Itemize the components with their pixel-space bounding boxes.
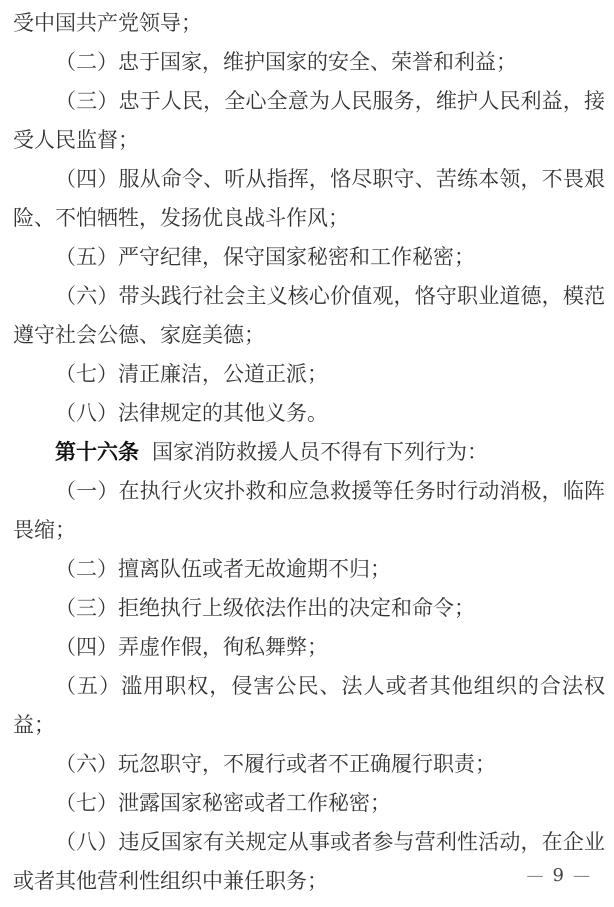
footer-page-number: 9 <box>552 865 564 886</box>
paragraph: （二）忠于国家，维护国家的安全、荣誉和利益； <box>55 50 517 74</box>
paragraph: （三）忠于人民，全心全意为人民服务，维护人民利益，接受人民监督； <box>13 89 605 152</box>
paragraph: （二）擅离队伍或者无故逾期不归； <box>55 557 391 581</box>
paragraph: （三）拒绝执行上级依法作出的决定和命令； <box>55 596 475 620</box>
article-number: 第十六条 <box>55 440 139 464</box>
article-paragraph: 第十六条 国家消防救援人员不得有下列行为： <box>55 440 488 464</box>
footer-dash-left: — <box>526 866 544 886</box>
paragraph: （五）严守纪律，保守国家秘密和工作秘密； <box>55 245 475 269</box>
paragraph: （六）带头践行社会主义核心价值观，恪守职业道德，模范遵守社会公德、家庭美德； <box>13 284 605 347</box>
paragraph: （八）法律规定的其他义务。 <box>55 401 328 425</box>
paragraph: （四）弄虚作假，徇私舞弊； <box>55 635 328 659</box>
paragraph: （一）在执行火灾扑救和应急救援等任务时行动消极，临阵畏缩； <box>13 479 605 542</box>
paragraph: （七）泄露国家秘密或者工作秘密； <box>55 791 391 815</box>
paragraph: （四）服从命令、听从指挥，恪尽职守、苦练本领，不畏艰险、不怕牺牲，发扬优良战斗作风； <box>13 167 605 230</box>
paragraph: （八）违反国家有关规定从事或者参与营利性活动，在企业或者其他营利性组织中兼任职务； <box>13 830 605 893</box>
page-footer <box>527 863 590 889</box>
paragraph: （七）清正廉洁，公道正派； <box>55 362 328 386</box>
paragraph: （六）玩忽职守，不履行或者不正确履行职责； <box>55 752 496 776</box>
footer-dash-right: — <box>573 866 590 886</box>
paragraph: （五）滥用职权，侵害公民、法人或者其他组织的合法权益； <box>13 674 605 737</box>
document-body <box>13 4 605 901</box>
paragraph: 受中国共产党领导； <box>13 11 202 35</box>
